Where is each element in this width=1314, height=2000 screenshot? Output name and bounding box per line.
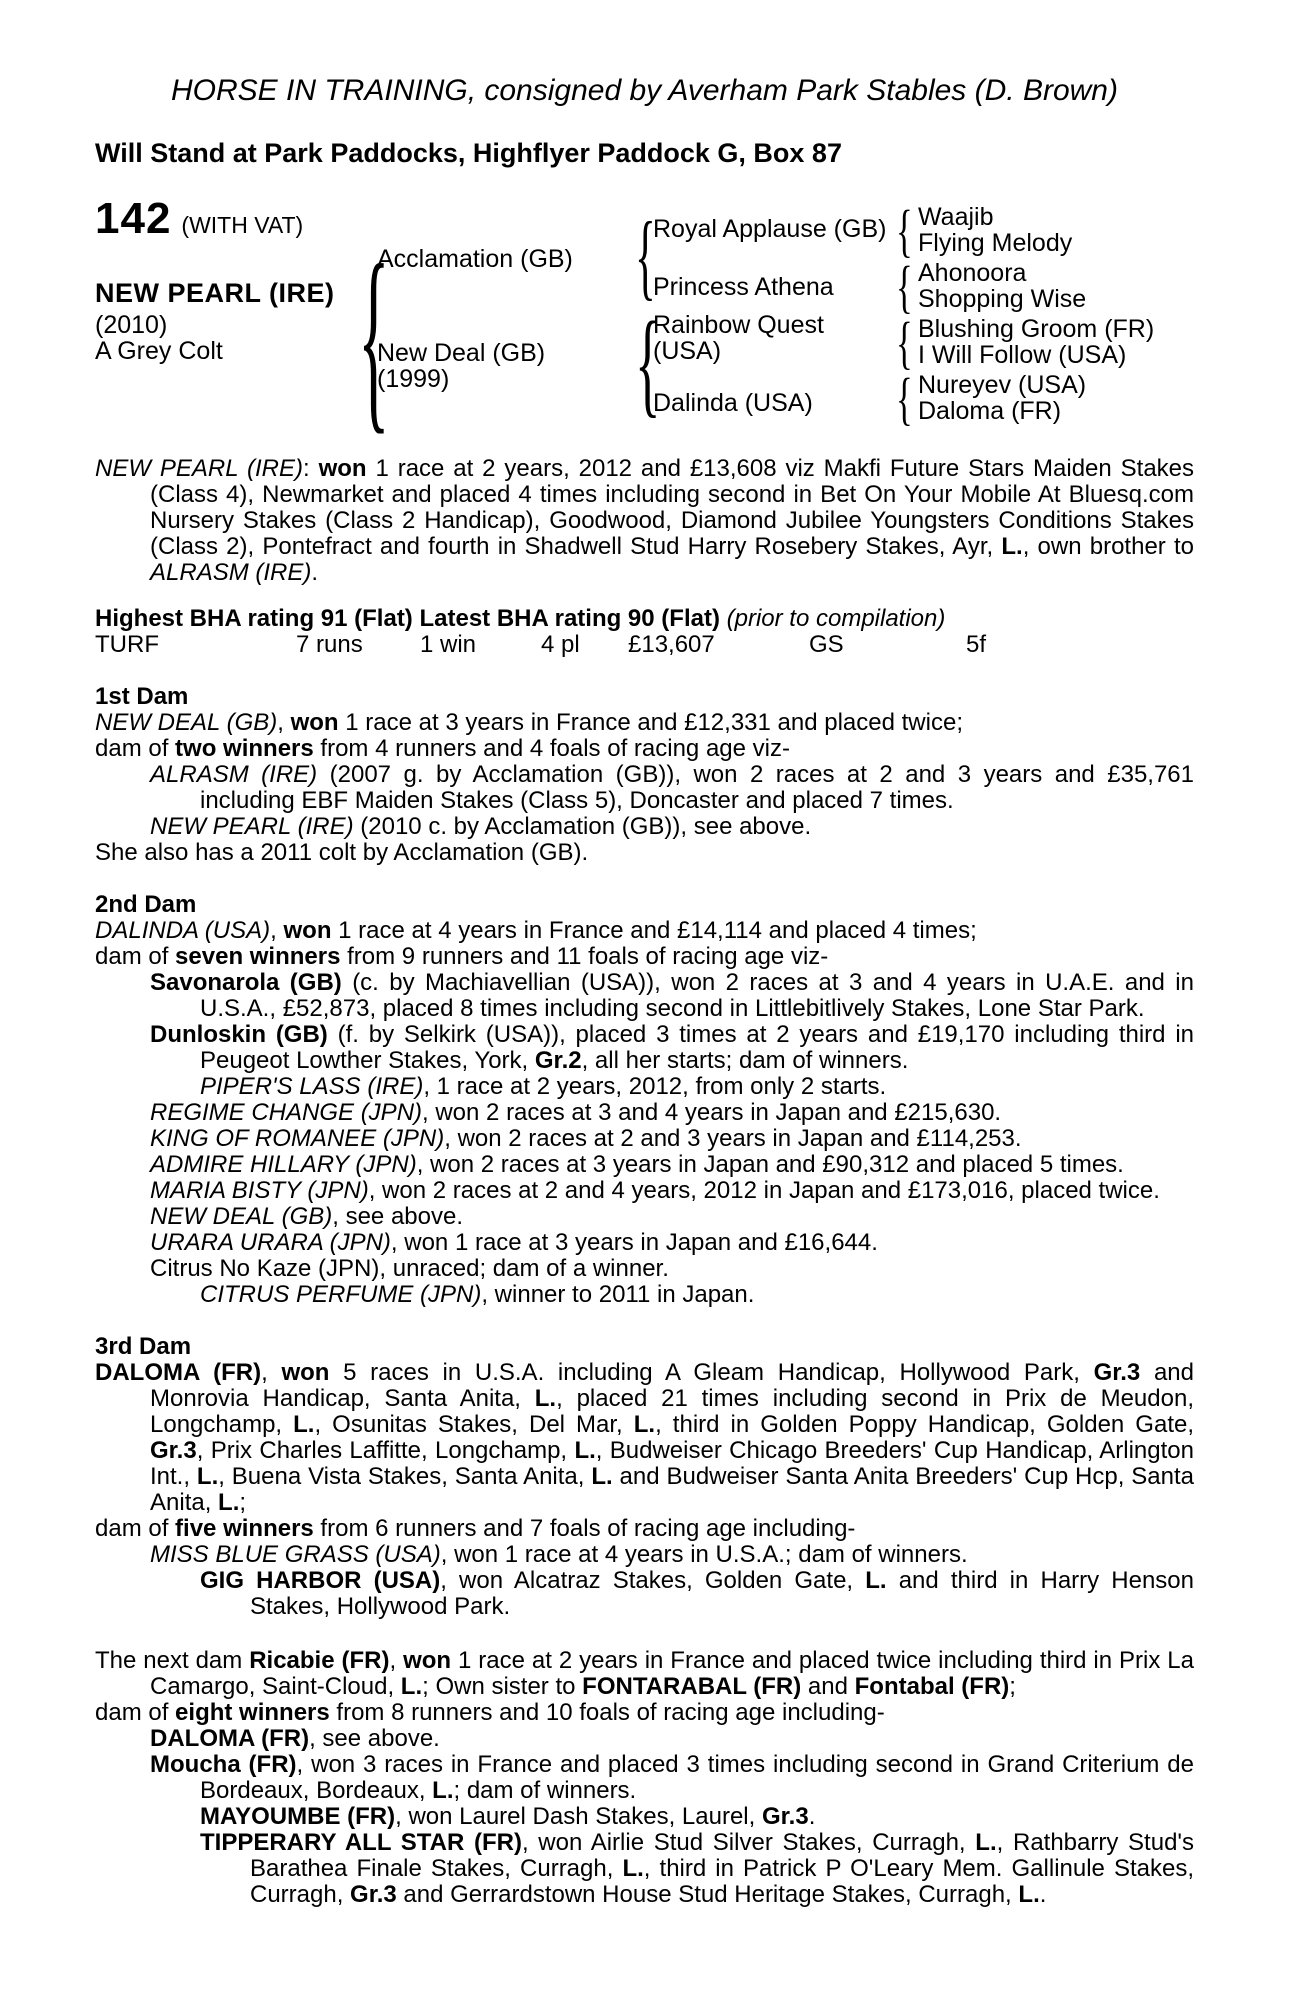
stats-runs: 7 runs xyxy=(296,631,363,658)
dam-section-heading: 1st Dam xyxy=(95,683,189,710)
dam-sire-dam-name: I Will Follow (USA) xyxy=(918,341,1127,369)
page-title: HORSE IN TRAINING, consigned by Averham Park Stables (D. Brown) xyxy=(171,74,1118,107)
catalogue-paragraph: ADMIRE HILLARY (JPN), won 2 races at 3 years in Japan and £90,312 and placed 5 times. xyxy=(150,1151,1124,1178)
dam-sire-sire-name: Blushing Groom (FR) xyxy=(918,315,1155,343)
catalogue-paragraph: MARIA BISTY (JPN), won 2 races at 2 and 4 years, 2012 in Japan and £173,016, placed twice. xyxy=(150,1177,1160,1204)
catalogue-paragraph: She also has a 2011 colt by Acclamation (GB). xyxy=(95,839,589,866)
catalogue-paragraph: The next dam Ricabie (FR), won 1 race at 2 years in France and placed twice including third in Prix La Camargo, Saint-Cloud, L.; Own sister to FONTARABAL (FR) and Fontabal (FR); xyxy=(95,1647,1194,1700)
catalogue-paragraph: Savonarola (GB) (c. by Machiavellian (USA)), won 2 races at 3 and 4 years in U.A.E. and in U.S.A., £52,873, placed 8 times including second in Littlebitlively Stakes, Lone Star Park. xyxy=(150,969,1194,1022)
dam-section-heading: 3rd Dam xyxy=(95,1333,192,1360)
pedigree-brace-g3-2: { xyxy=(896,254,913,319)
pedigree-brace-g3-4: { xyxy=(896,366,913,431)
dam-section-heading: 2nd Dam xyxy=(95,891,197,918)
catalogue-paragraph: Moucha (FR), won 3 races in France and placed 3 times including second in Grand Criterium de Bordeaux, Bordeaux, L.; dam of winners. xyxy=(150,1751,1195,1804)
pedigree-brace-sire: { xyxy=(635,202,656,309)
dam-foaling-year: (1999) xyxy=(377,365,450,393)
dam-dam-dam-name: Daloma (FR) xyxy=(918,397,1062,425)
bha-ratings: Highest BHA rating 91 (Flat) Latest BHA rating 90 (Flat) (prior to compilation) xyxy=(95,605,946,632)
pedigree-brace-dam: { xyxy=(635,297,661,428)
catalogue-paragraph: NEW PEARL (IRE) (2010 c. by Acclamation (GB)), see above. xyxy=(150,813,812,840)
catalogue-paragraph: PIPER'S LASS (IRE), 1 race at 2 years, 2012, from only 2 starts. xyxy=(200,1073,887,1100)
catalogue-paragraph: NEW DEAL (GB), won 1 race at 3 years in France and £12,331 and placed twice; xyxy=(95,709,963,736)
catalogue-paragraph: DALOMA (FR), see above. xyxy=(150,1725,440,1752)
stats-going: GS xyxy=(809,631,844,658)
sire-dam-sire-name: Ahonoora xyxy=(918,259,1027,287)
catalogue-paragraph: TIPPERARY ALL STAR (FR), won Airlie Stud Silver Stakes, Curragh, L., Rathbarry Stud's Barathea Finale Stakes, Curragh, L., third in Patrick P O'Leary Mem. Gallinule Stakes, Curragh, Gr.3 and Gerrardstown House Stud Heritage Stakes, Curragh, L.. xyxy=(200,1829,1195,1908)
race-record: NEW PEARL (IRE): won 1 race at 2 years, 2012 and £13,608 viz Makfi Future Stars Maiden Stakes (Class 4), Newmarket and placed 4 times including second in Bet On Your Mobile At Bluesq.com Nursery Stakes (Class 2 Handicap), Goodwood, Diamond Jubilee Youngsters Conditions Stakes (Class 2), Pontefract and fourth in Shadwell Stud Harry Rosebery Stakes, Ayr, L., own brother to ALRASM (IRE). xyxy=(95,455,1195,586)
foaling-year: (2010) xyxy=(95,311,168,339)
catalogue-paragraph: Dunloskin (GB) (f. by Selkirk (USA)), placed 3 times at 2 years and £19,170 including third in Peugeot Lowther Stakes, York, Gr.2, all her starts; dam of winners. xyxy=(150,1021,1195,1074)
catalogue-paragraph: Citrus No Kaze (JPN), unraced; dam of a winner. xyxy=(150,1255,669,1282)
stats-places: 4 pl xyxy=(541,631,580,658)
sire-sire-sire-name: Waajib xyxy=(918,203,994,231)
sire-dam-name: Princess Athena xyxy=(653,273,834,301)
dam-name: New Deal (GB) (1999) xyxy=(377,339,546,393)
catalogue-paragraph: MAYOUMBE (FR), won Laurel Dash Stakes, Laurel, Gr.3. xyxy=(200,1803,816,1830)
catalogue-paragraph: NEW DEAL (GB), see above. xyxy=(150,1203,464,1230)
stats-surface: TURF xyxy=(95,631,159,658)
catalogue-paragraph: dam of seven winners from 9 runners and 11 foals of racing age viz- xyxy=(95,943,829,970)
catalogue-paragraph: ALRASM (IRE) (2007 g. by Acclamation (GB)), won 2 races at 2 and 3 years and £35,761 including EBF Maiden Stakes (Class 5), Doncaster and placed 7 times. xyxy=(150,761,1194,814)
catalogue-paragraph: dam of eight winners from 8 runners and 10 foals of racing age including- xyxy=(95,1699,885,1726)
horse-name: NEW PEARL (IRE) xyxy=(95,278,335,308)
dam-sire-name: Rainbow Quest (USA) xyxy=(653,311,824,365)
catalogue-paragraph: DALINDA (USA), won 1 race at 4 years in France and £14,114 and placed 4 times; xyxy=(95,917,977,944)
catalogue-paragraph: DALOMA (FR), won 5 races in U.S.A. including A Gleam Handicap, Hollywood Park, Gr.3 and Monrovia Handicap, Santa Anita, L., placed 21 times including second in Prix de Meudon, Longchamp, L., Osunitas Stakes, Del Mar, L., third in Golden Poppy Handicap, Golden Gate, Gr.3, Prix Charles Laffitte, Longchamp, L., Budweiser Chicago Breeders' Cup Handicap, Arlington Int., L., Buena Vista Stakes, Santa Anita, L. and Budweiser Santa Anita Breeders' Cup Hcp, Santa Anita, L.; xyxy=(95,1359,1195,1516)
sire-dam-dam-name: Shopping Wise xyxy=(918,285,1087,313)
catalogue-body xyxy=(95,684,1194,1908)
catalogue-paragraph: CITRUS PERFUME (JPN), winner to 2011 in Japan. xyxy=(200,1281,755,1308)
pedigree-brace-g3-3: { xyxy=(896,310,913,375)
catalogue-paragraph: MISS BLUE GRASS (USA), won 1 race at 4 years in U.S.A.; dam of winners. xyxy=(150,1541,968,1568)
lot-number: 142 xyxy=(95,194,172,243)
catalogue-paragraph: GIG HARBOR (USA), won Alcatraz Stakes, Golden Gate, L. and third in Harry Henson Stakes, Hollywood Park. xyxy=(200,1567,1195,1620)
catalogue-paragraph: dam of five winners from 6 runners and 7 foals of racing age including- xyxy=(95,1515,856,1542)
dam-dam-name: Dalinda (USA) xyxy=(653,389,813,417)
pedigree-brace-main: { xyxy=(358,222,390,451)
pedigree-table xyxy=(95,194,1194,451)
sire-sire-dam-name: Flying Melody xyxy=(918,229,1073,257)
stats-wins: 1 win xyxy=(420,631,477,658)
catalogue-paragraph: dam of two winners from 4 runners and 4 foals of racing age viz- xyxy=(95,735,790,762)
pedigree-brace-g3-1: { xyxy=(896,198,913,263)
catalogue-paragraph: URARA URARA (JPN), won 1 race at 3 years in Japan and £16,644. xyxy=(150,1229,878,1256)
stats-earnings: £13,607 xyxy=(628,631,715,658)
sire-sire-ancestors xyxy=(918,204,1072,256)
catalogue-paragraph: REGIME CHANGE (JPN), won 2 races at 3 and 4 years in Japan and £215,630. xyxy=(150,1099,1002,1126)
sire-name: Acclamation (GB) xyxy=(377,245,573,273)
dam-dam-ancestors xyxy=(918,372,1086,424)
stand-location: Will Stand at Park Paddocks, Highflyer Paddock G, Box 87 xyxy=(95,138,842,168)
horse-description: A Grey Colt xyxy=(95,337,223,365)
dam-dam-sire-name: Nureyev (USA) xyxy=(918,371,1087,399)
lot-line xyxy=(95,194,304,243)
dam-sire-ancestors xyxy=(918,316,1154,368)
sire-sire-name: Royal Applause (GB) xyxy=(653,215,887,243)
vat-badge: (WITH VAT) xyxy=(181,212,304,238)
catalogue-paragraph: KING OF ROMANEE (JPN), won 2 races at 2 and 3 years in Japan and £114,253. xyxy=(150,1125,1022,1152)
stats-distance: 5f xyxy=(966,631,987,658)
sire-dam-ancestors xyxy=(918,260,1086,312)
race-statistics-row xyxy=(95,632,1194,658)
